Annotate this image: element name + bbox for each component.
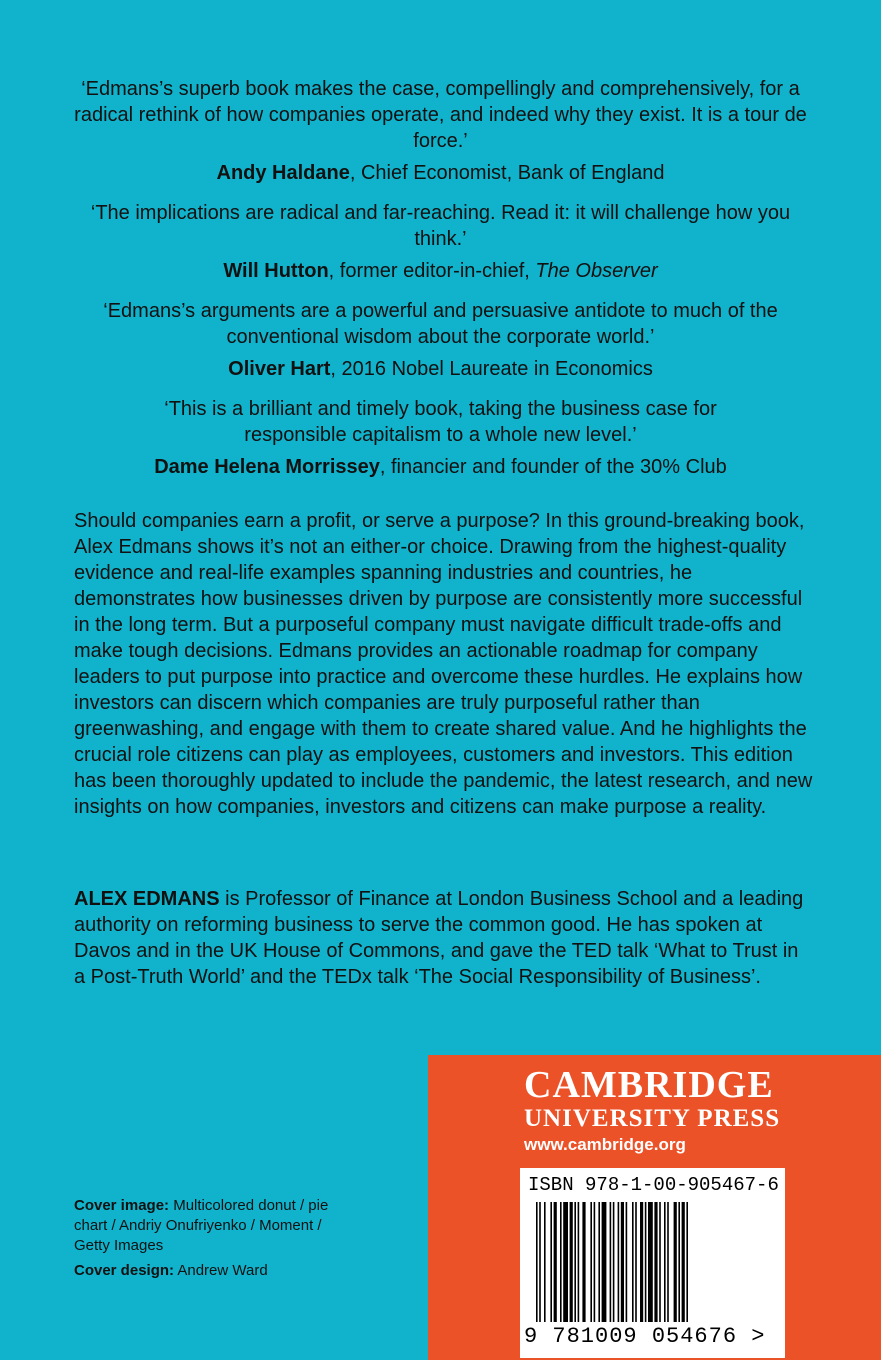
quote-text: ‘Edmans’s arguments are a powerful and persuasive antidote to much of the conventional wisdom about the corporate world.’	[103, 300, 778, 348]
barcode-bar	[536, 1202, 538, 1322]
credit-label: Cover image:	[74, 1197, 170, 1214]
endorsement-4	[0, 396, 881, 480]
barcode-bar	[610, 1202, 612, 1322]
isbn-text: ISBN 978-1-00-905467-6	[528, 1174, 779, 1196]
publisher-logo-press: UNIVERSITY PRESS	[524, 1105, 781, 1132]
barcode-bar	[590, 1202, 592, 1322]
book-description: Should companies earn a profit, or serve a purpose? In this ground-breaking book, Alex Edmans shows it’s not an either-or choice. Drawing from the highest-quality evidence and real-life examples spanning industries and countries, he demonstrates how businesses driven by purpose are consistently more successful in the long term. But a purposeful company must navigate difficult trade-offs and make tough decisions. Edmans provides an actionable roadmap for company leaders to put purpose into practice and overcome these hurdles. He explains how investors can discern which companies are truly purposeful rather than greenwashing, and engage with them to create shared value. And he highlights the crucial role citizens can play as employees, customers and investors. This edition has been thoroughly updated to include the pandemic, the latest research, and new insights on how companies, investors and citizens can make purpose a reality.	[74, 510, 813, 818]
barcode-bar	[667, 1202, 669, 1322]
endorser-role: , former editor-in-chief,	[328, 260, 536, 282]
barcode-bar	[563, 1202, 568, 1322]
barcode-bar	[682, 1202, 685, 1322]
quote-attribution	[0, 454, 881, 480]
author-bio	[74, 886, 814, 990]
publisher-url[interactable]: www.cambridge.org	[524, 1135, 686, 1154]
barcode-bar	[686, 1202, 688, 1322]
barcode-bar	[560, 1202, 562, 1322]
endorsement-3	[0, 298, 881, 382]
credit-text: Multicolored donut / pie chart / Andriy Onufriyenko / Moment / Getty Images	[74, 1197, 329, 1254]
barcode-bar	[582, 1202, 585, 1322]
barcode-bar	[544, 1202, 546, 1322]
barcode-bar	[539, 1202, 541, 1322]
barcode-bar	[674, 1202, 677, 1322]
endorsement-2	[0, 200, 881, 284]
endorsement-1	[0, 76, 881, 186]
quote-text: ‘This is a brilliant and timely book, taking the business case for responsible capitalism to a whole new level.’	[164, 398, 717, 446]
barcode-bar	[632, 1202, 634, 1322]
barcode-bar	[594, 1202, 596, 1322]
endorser-role: , Chief Economist, Bank of England	[349, 162, 665, 184]
barcode-bar	[664, 1202, 666, 1322]
barcode-bar	[554, 1202, 557, 1322]
barcode-bar	[598, 1202, 600, 1322]
endorser-name: Andy Haldane	[216, 162, 350, 184]
quote-attribution	[0, 258, 881, 284]
cover-design-credit	[74, 1261, 334, 1281]
barcode-bar	[640, 1202, 643, 1322]
barcode-bar	[648, 1202, 653, 1322]
endorsements	[0, 76, 881, 494]
credit-text: Andrew Ward	[174, 1262, 268, 1279]
barcode-bar	[678, 1202, 680, 1322]
endorser-role: , 2016 Nobel Laureate in Economics	[330, 358, 653, 380]
barcode-bar	[626, 1202, 628, 1322]
quote-attribution	[0, 356, 881, 382]
quote-text: ‘Edmans’s superb book makes the case, compellingly and comprehensively, for a radical rethink of how companies operate, and indeed why they exist. It is a tour de force.’	[74, 78, 807, 152]
cover-image-credit	[74, 1196, 334, 1256]
barcode-bar	[602, 1202, 607, 1322]
publisher-panel	[428, 1055, 881, 1360]
endorser-name: Dame Helena Morrissey	[154, 456, 380, 478]
barcode-bar	[574, 1202, 576, 1322]
barcode-number: 9 781009 054676 >	[524, 1324, 766, 1349]
barcode-bar	[613, 1202, 615, 1322]
endorser-role: , financier and founder of the 30% Club	[379, 456, 727, 478]
barcode-bar	[550, 1202, 552, 1322]
barcode-bar	[621, 1202, 624, 1322]
endorser-name: Will Hutton	[223, 260, 329, 282]
barcode-panel	[520, 1168, 785, 1358]
barcode-bar	[659, 1202, 661, 1322]
credit-label: Cover design:	[74, 1262, 175, 1279]
barcode-bar	[570, 1202, 573, 1322]
barcode-bar	[618, 1202, 620, 1322]
barcode-bar	[578, 1202, 580, 1322]
author-bio-text: is Professor of Finance at London Business School and a leading authority on reforming business to serve the common good. He has spoken at Davos and in the UK House of Commons, and gave the TED talk ‘What to Trust in a Post-Truth World’ and the TEDx talk ‘The Social Responsibility of Business’.	[74, 888, 804, 988]
barcode-bar	[654, 1202, 657, 1322]
barcode-bar	[635, 1202, 637, 1322]
barcode-bar	[645, 1202, 647, 1322]
quote-text: ‘The implications are radical and far-reaching. Read it: it will challenge how you think.’	[90, 202, 791, 250]
publisher-logo-name: CAMBRIDGE	[524, 1064, 774, 1106]
author-name: ALEX EDMANS	[74, 888, 220, 910]
endorser-publication: The Observer	[535, 260, 658, 282]
cover-credits	[74, 1196, 334, 1281]
endorser-name: Oliver Hart	[228, 358, 331, 380]
quote-attribution	[0, 160, 881, 186]
barcode-icon	[536, 1202, 772, 1322]
